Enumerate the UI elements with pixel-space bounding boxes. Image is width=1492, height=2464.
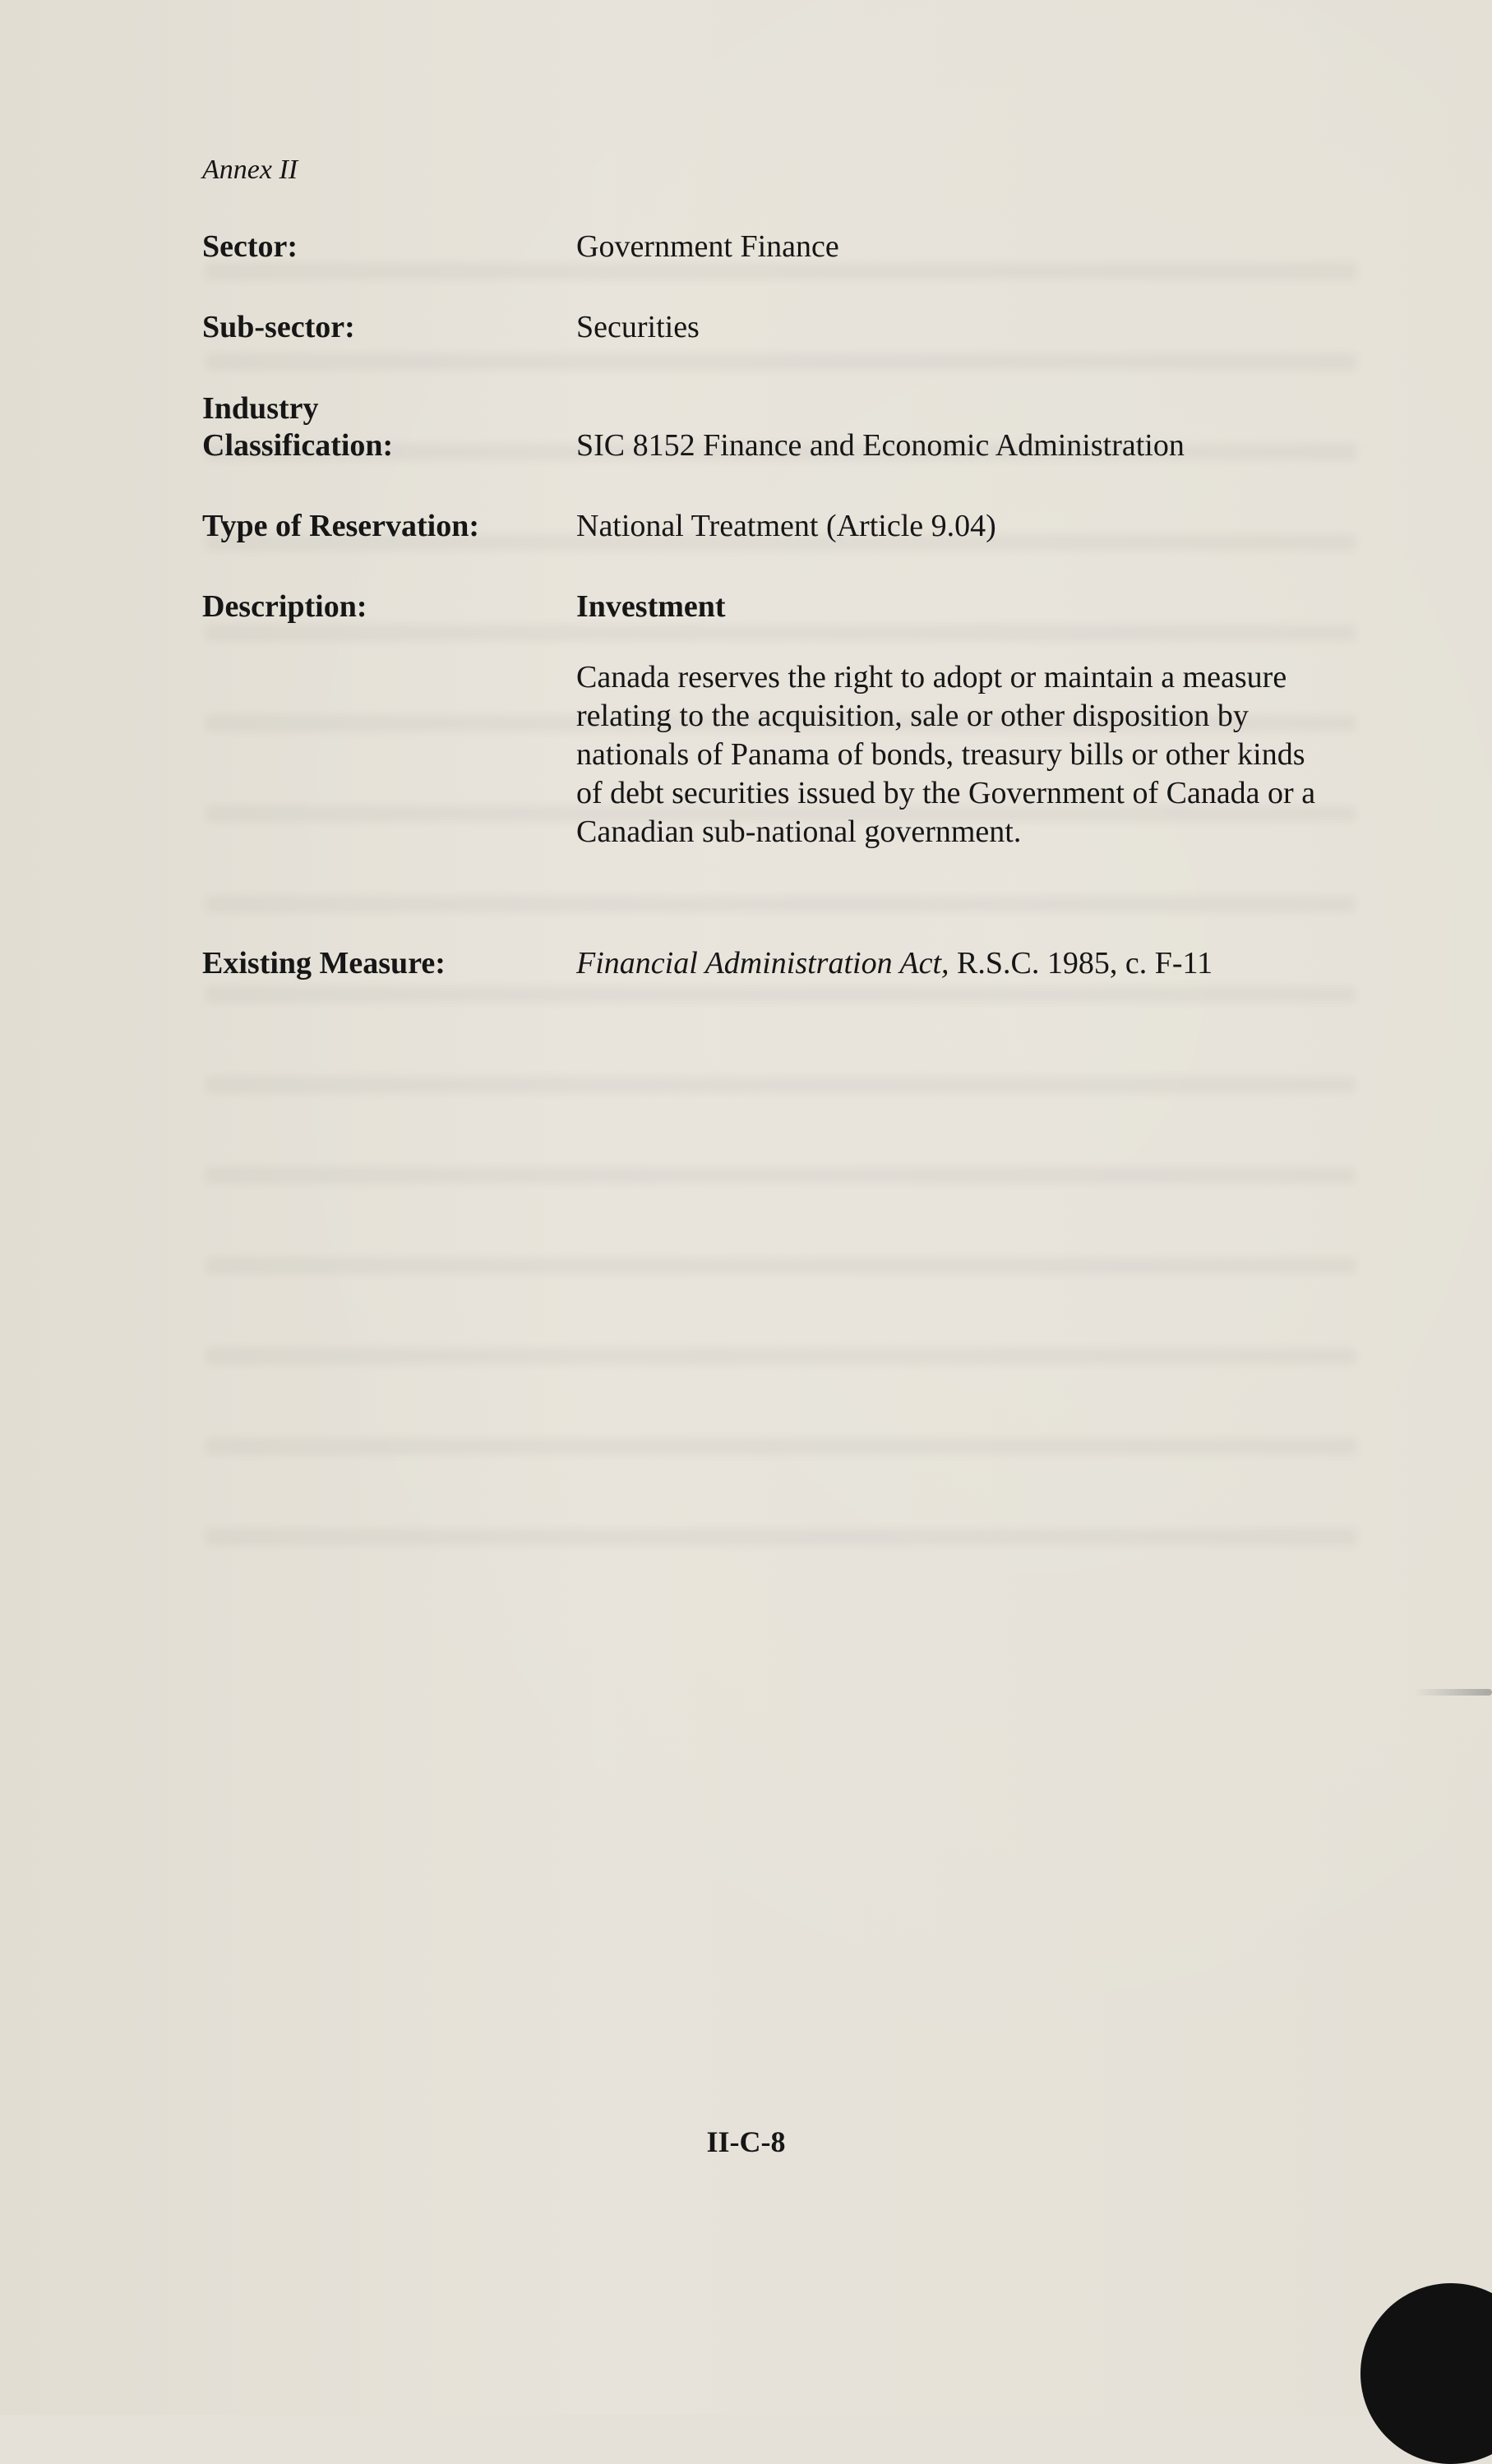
existing-measure-value [576, 945, 1316, 982]
type-of-reservation-value: National Treatment (Article 9.04) [576, 509, 996, 543]
annex-header: Annex II [202, 155, 298, 185]
sub-sector-value: Securities [576, 310, 700, 344]
industry-classification-label-line2: Classification: [202, 428, 394, 463]
scanner-corner-shadow [1360, 2283, 1492, 2464]
page-edge-mark [1414, 1689, 1492, 1696]
description-value [576, 588, 1316, 851]
industry-classification-value: SIC 8152 Finance and Economic Administration [576, 428, 1185, 463]
existing-measure-label: Existing Measure: [202, 946, 446, 981]
description-text: Canada reserves the right to adopt or maintain a measure relating to the acquisition, sale or other disposition by nationals of Panama of bonds, treasury bills or other kinds of debt securities issued by the Government of Canada or a Canadian sub-national government. [576, 660, 1316, 849]
industry-classification-label [202, 390, 564, 464]
industry-classification-label-line1: Industry [202, 391, 319, 426]
existing-measure-citation: R.S.C. 1985, c. F-11 [957, 946, 1213, 981]
sector-value: Government Finance [576, 229, 839, 264]
description-label: Description: [202, 589, 367, 624]
sub-sector-label: Sub-sector: [202, 310, 355, 344]
existing-measure-act: Financial Administration Act, [576, 946, 949, 981]
sector-label: Sector: [202, 229, 298, 264]
type-of-reservation-label: Type of Reservation: [202, 509, 480, 543]
page-number: II-C-8 [706, 2125, 786, 2158]
description-heading: Investment [576, 589, 726, 624]
